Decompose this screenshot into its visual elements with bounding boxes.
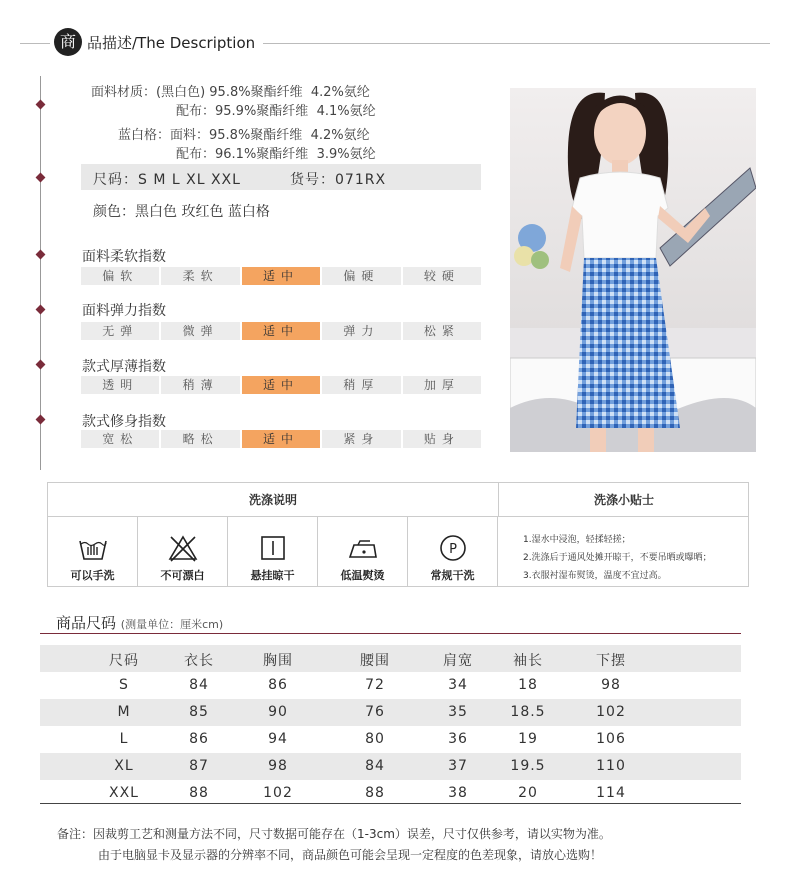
- table-cell: M: [117, 704, 131, 720]
- table-cell: 胸围: [263, 653, 293, 669]
- header-rule-right: [260, 43, 770, 44]
- index-title: 面料柔软指数: [82, 249, 166, 265]
- table-cell: 36: [448, 731, 468, 747]
- wash-tip: 2.洗涤后于通风处摊开晾干，不要吊晒或曝晒；: [523, 553, 712, 563]
- table-row: [40, 699, 741, 726]
- hand-wash-icon: [78, 533, 108, 563]
- color-list: 颜色：黑白色 玫红色 蓝白格: [93, 204, 270, 220]
- table-cell: 18.5: [510, 704, 546, 720]
- table-cell: 尺码: [109, 653, 139, 669]
- index-option: 弹力: [322, 322, 400, 340]
- wash-tips: [523, 531, 712, 585]
- index-option: 无弹: [81, 322, 159, 340]
- table-cell: 102: [263, 785, 293, 801]
- timeline-line: [40, 76, 41, 470]
- table-cell: 88: [189, 785, 209, 801]
- table-row: [40, 726, 741, 753]
- table-cell: 衣长: [184, 653, 214, 669]
- note-line: 由于电脑显卡及显示器的分辨率不同，商品颜色可能会呈现一定程度的色差现象，请放心选购！: [98, 848, 603, 862]
- table-cell: 19.5: [510, 758, 546, 774]
- svg-text:P: P: [449, 542, 457, 557]
- index-option: 稍薄: [161, 376, 239, 394]
- timeline-dot: [36, 305, 46, 315]
- header-rule-left: [20, 43, 50, 44]
- table-cell: 19: [518, 731, 538, 747]
- table-cell: 90: [268, 704, 288, 720]
- index-option-selected: 适中: [242, 322, 320, 340]
- table-cell: 98: [268, 758, 288, 774]
- wash-label: 常规干洗: [430, 569, 475, 582]
- table-cell: 98: [601, 677, 621, 693]
- index-option: 松紧: [403, 322, 481, 340]
- wash-label: 低温熨烫: [340, 569, 385, 582]
- wash-instructions-table: [47, 482, 749, 587]
- wash-item: [48, 517, 138, 587]
- size-list: 尺码：S M L XL XXL: [93, 172, 241, 188]
- table-cell: 35: [448, 704, 468, 720]
- table-cell: 37: [448, 758, 468, 774]
- table-cell: 84: [365, 758, 385, 774]
- no-bleach-icon: [168, 533, 198, 563]
- index-scale: [81, 322, 481, 340]
- table-row: [40, 672, 741, 699]
- timeline-dot: [36, 250, 46, 260]
- index-option: 偏硬: [322, 267, 400, 285]
- wash-item: [138, 517, 228, 587]
- index-option: 略松: [161, 430, 239, 448]
- index-option: 柔软: [161, 267, 239, 285]
- item-number: 货号：071RX: [290, 172, 387, 188]
- table-cell: 腰围: [360, 653, 390, 669]
- index-title: 面料弹力指数: [82, 303, 166, 319]
- table-cell: 114: [596, 785, 626, 801]
- index-option-selected: 适中: [242, 376, 320, 394]
- index-title: 款式厚薄指数: [82, 359, 166, 375]
- index-scale: [81, 376, 481, 394]
- table-cell: 85: [189, 704, 209, 720]
- table-cell: XXL: [109, 785, 139, 801]
- table-header-row: [40, 645, 741, 672]
- table-cell: 肩宽: [443, 653, 473, 669]
- size-table-unit: (测量单位：厘米cm): [120, 618, 224, 631]
- table-cell: 76: [365, 704, 385, 720]
- index-scale: [81, 430, 481, 448]
- timeline-dot: [36, 415, 46, 425]
- table-cell: 84: [189, 677, 209, 693]
- wash-label: 悬挂晾干: [250, 569, 295, 582]
- table-cell: 72: [365, 677, 385, 693]
- wash-item: [228, 517, 318, 587]
- index-title: 款式修身指数: [82, 414, 166, 430]
- index-option-selected: 适中: [242, 430, 320, 448]
- timeline-dot: [36, 360, 46, 370]
- table-cell: 86: [268, 677, 288, 693]
- wash-tip: 1.湿水中浸泡，轻揉轻搓；: [523, 535, 631, 545]
- table-cell: 102: [596, 704, 626, 720]
- header-badge: 商: [54, 28, 82, 56]
- index-option: 稍厚: [322, 376, 400, 394]
- index-option: 透明: [81, 376, 159, 394]
- index-option: 偏软: [81, 267, 159, 285]
- index-option: 紧身: [322, 430, 400, 448]
- fabric-line: 蓝白格：面料：95.8%聚酯纤维 4.2%氨纶: [118, 128, 370, 143]
- wash-tips-header: 洗涤小贴士: [499, 483, 749, 517]
- table-cell: 86: [189, 731, 209, 747]
- index-option: 贴身: [403, 430, 481, 448]
- table-cell: 38: [448, 785, 468, 801]
- hang-dry-icon: [258, 533, 288, 563]
- table-cell: 80: [365, 731, 385, 747]
- timeline-dot: [36, 173, 46, 183]
- low-iron-icon: [348, 533, 378, 563]
- table-cell: 94: [268, 731, 288, 747]
- timeline-dot: [36, 100, 46, 110]
- section-title: 品描述/The Description: [87, 32, 263, 53]
- table-cell: XL: [114, 758, 134, 774]
- wash-item: [408, 517, 498, 587]
- table-cell: 20: [518, 785, 538, 801]
- index-option: 宽松: [81, 430, 159, 448]
- wash-label: 不可漂白: [160, 569, 205, 582]
- size-table-bottom-rule: [40, 803, 741, 804]
- table-cell: 87: [189, 758, 209, 774]
- size-table-rule: [40, 633, 741, 634]
- index-option-selected: 适中: [242, 267, 320, 285]
- note-line: 备注：因裁剪工艺和测量方法不同，尺寸数据可能存在（1-3cm）误差，尺寸仅供参考，请以实物为准。: [57, 827, 611, 841]
- size-table-title: [56, 612, 223, 633]
- table-cell: 110: [596, 758, 626, 774]
- index-option: 加厚: [403, 376, 481, 394]
- fabric-line: 配布：96.1%聚酯纤维 3.9%氨纶: [176, 147, 376, 162]
- wash-item: [318, 517, 408, 587]
- table-cell: 106: [596, 731, 626, 747]
- index-scale: [81, 267, 481, 285]
- table-cell: 下摆: [596, 653, 626, 669]
- table-cell: 34: [448, 677, 468, 693]
- wash-label: 可以手洗: [70, 569, 115, 582]
- product-photo: [510, 88, 756, 452]
- size-table-name: 商品尺码: [56, 614, 117, 632]
- table-cell: 18: [518, 677, 538, 693]
- table-row: [40, 753, 741, 780]
- fabric-line: 面料材质：(黑白色) 95.8%聚酯纤维 4.2%氨纶: [91, 85, 370, 100]
- wash-header: 洗涤说明: [48, 483, 499, 517]
- index-option: 微弹: [161, 322, 239, 340]
- table-cell: S: [119, 677, 129, 693]
- fabric-line: 配布：95.9%聚酯纤维 4.1%氨纶: [176, 104, 376, 119]
- table-cell: 88: [365, 785, 385, 801]
- table-cell: L: [119, 731, 129, 747]
- dry-clean-icon: [438, 533, 468, 563]
- table-cell: 袖长: [513, 653, 543, 669]
- index-option: 较硬: [403, 267, 481, 285]
- wash-tip: 3.衣服衬湿布熨烫，温度不宜过高。: [523, 571, 667, 581]
